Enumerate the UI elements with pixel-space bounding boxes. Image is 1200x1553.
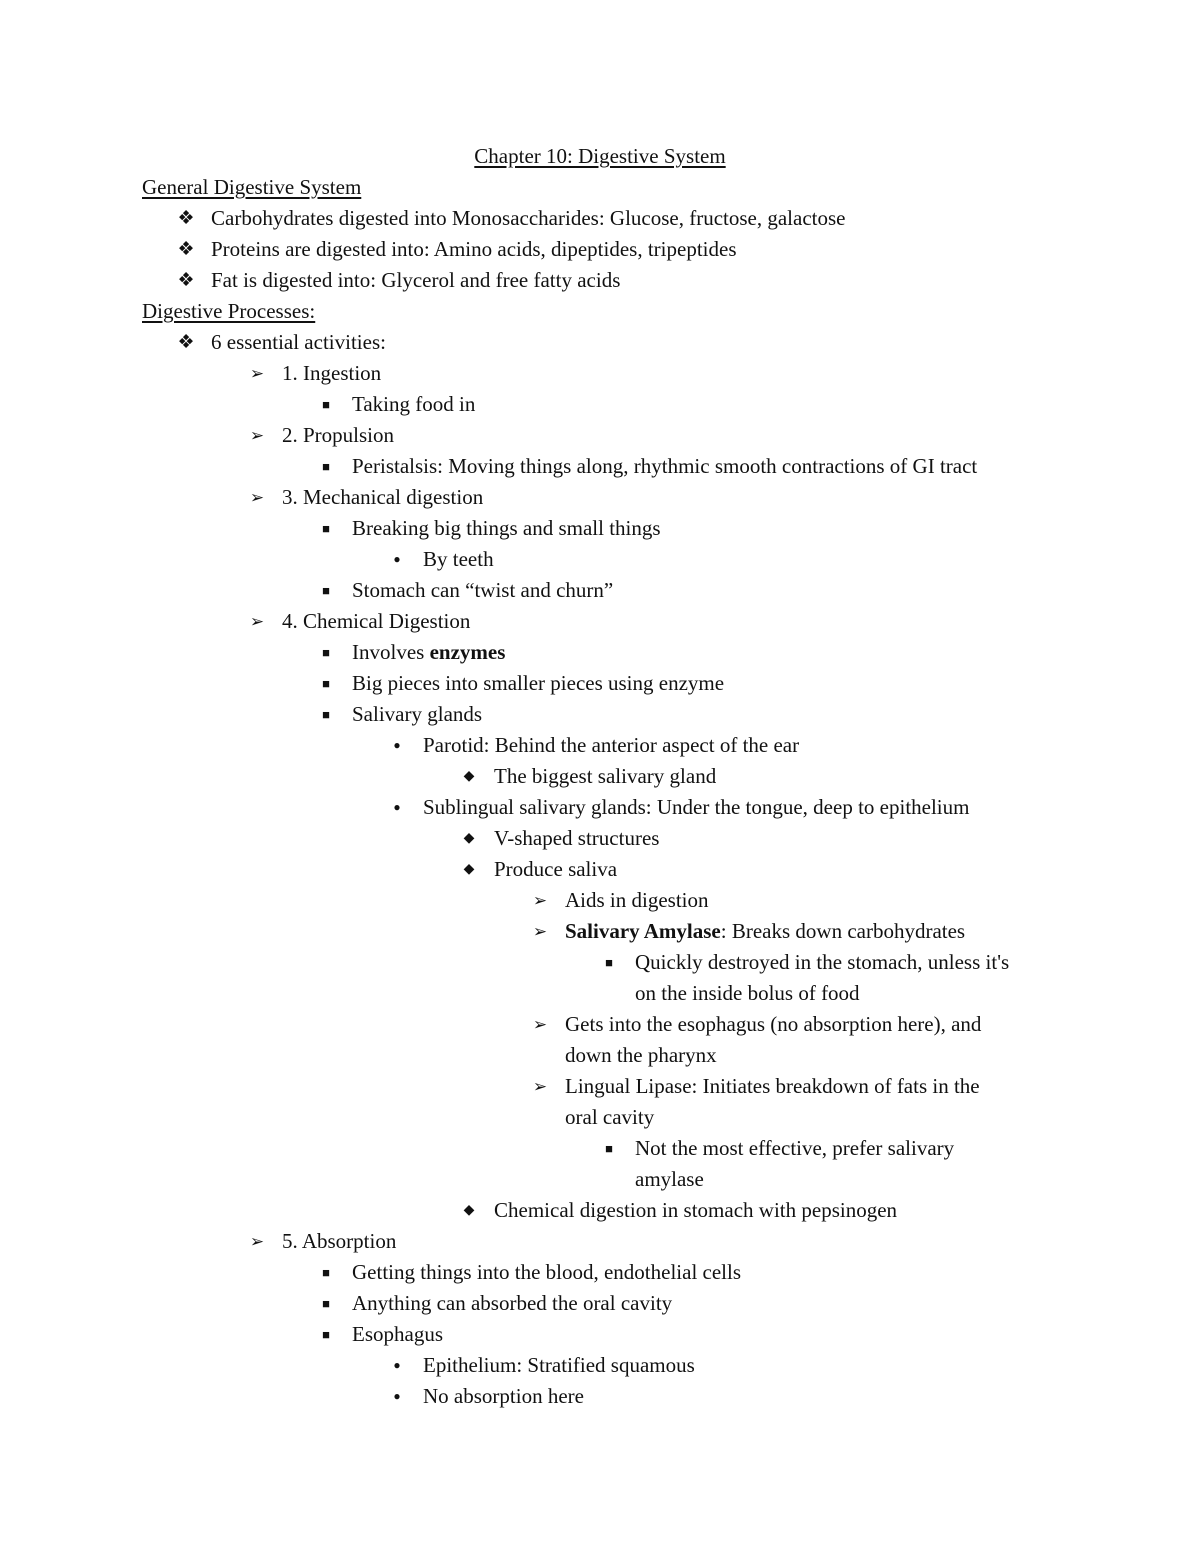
list-item: ➢ Aids in digestion <box>0 885 1200 916</box>
arrow-bullet-icon: ➢ <box>249 426 265 445</box>
list-item-continuation: oral cavity <box>565 1105 655 1129</box>
list-item: ❖ Fat is digested into: Glycerol and free fatty acids <box>0 265 1200 296</box>
activity-item: ➢ 1. Ingestion <box>0 358 1200 389</box>
list-item: ■ Not the most effective, prefer salivary <box>0 1133 1200 1164</box>
list-item: ➢ Lingual Lipase: Initiates breakdown of fats in the <box>0 1071 1200 1102</box>
list-item-continuation: on the inside bolus of food <box>635 981 860 1005</box>
list-item: ◆ The biggest salivary gland <box>0 761 1200 792</box>
list-item: ❖ 6 essential activities: <box>0 327 1200 358</box>
arrow-bullet-icon: ➢ <box>249 612 265 631</box>
list-item: ● Parotid: Behind the anterior aspect of the ear <box>0 730 1200 761</box>
arrow-bullet-icon: ➢ <box>532 922 548 941</box>
arrow-bullet-icon: ➢ <box>532 1077 548 1096</box>
diamond-bullet-icon: ❖ <box>177 270 195 291</box>
list-item: ◆ Chemical digestion in stomach with pepsinogen <box>0 1195 1200 1226</box>
list-item: ● By teeth <box>0 544 1200 575</box>
square-bullet-icon: ■ <box>322 645 330 660</box>
notes-body <box>0 172 1200 1412</box>
arrow-bullet-icon: ➢ <box>532 1015 548 1034</box>
square-bullet-icon: ■ <box>322 707 330 722</box>
list-item: ■ Breaking big things and small things <box>0 513 1200 544</box>
square-bullet-icon: ■ <box>605 955 613 970</box>
list-item: ■ Big pieces into smaller pieces using enzyme <box>0 668 1200 699</box>
list-item: ■ Taking food in <box>0 389 1200 420</box>
square-bullet-icon: ■ <box>322 1327 330 1342</box>
activity-item: ➢ 2. Propulsion <box>0 420 1200 451</box>
section-heading: Digestive Processes: <box>142 299 316 323</box>
list-item: ■ Esophagus <box>0 1319 1200 1350</box>
list-item: ❖ Proteins are digested into: Amino acids, dipeptides, tripeptides <box>0 234 1200 265</box>
page-title: Chapter 10: Digestive System <box>474 144 726 168</box>
circle-bullet-icon: ● <box>393 1389 401 1403</box>
list-item: ■ Anything can absorbed the oral cavity <box>0 1288 1200 1319</box>
square-bullet-icon: ■ <box>322 1296 330 1311</box>
list-item: ➢ Salivary Amylase: Breaks down carbohydrates <box>0 916 1200 947</box>
diamond-bullet-icon: ◆ <box>463 769 475 784</box>
arrow-bullet-icon: ➢ <box>532 891 548 910</box>
square-bullet-icon: ■ <box>322 397 330 412</box>
circle-bullet-icon: ● <box>393 800 401 814</box>
circle-bullet-icon: ● <box>393 738 401 752</box>
square-bullet-icon: ■ <box>322 521 330 536</box>
square-bullet-icon: ■ <box>322 583 330 598</box>
bold-term: Salivary Amylase <box>565 919 721 943</box>
square-bullet-icon: ■ <box>322 459 330 474</box>
activity-item: ➢ 3. Mechanical digestion <box>0 482 1200 513</box>
square-bullet-icon: ■ <box>605 1141 613 1156</box>
list-item: ■ Involves enzymes <box>0 637 1200 668</box>
list-item: ● No absorption here <box>0 1381 1200 1412</box>
list-item: ■ Salivary glands <box>0 699 1200 730</box>
diamond-bullet-icon: ◆ <box>463 831 475 846</box>
circle-bullet-icon: ● <box>393 1358 401 1372</box>
square-bullet-icon: ■ <box>322 676 330 691</box>
list-item: ❖ Carbohydrates digested into Monosaccharides: Glucose, fructose, galactose <box>0 203 1200 234</box>
list-item: ■ Quickly destroyed in the stomach, unless it's <box>0 947 1200 978</box>
activity-item: ➢ 5. Absorption <box>0 1226 1200 1257</box>
list-item: ◆ Produce saliva <box>0 854 1200 885</box>
list-item: ■ Getting things into the blood, endothelial cells <box>0 1257 1200 1288</box>
diamond-bullet-icon: ❖ <box>177 332 195 353</box>
circle-bullet-icon: ● <box>393 552 401 566</box>
list-item: ■ Peristalsis: Moving things along, rhythmic smooth contractions of GI tract <box>0 451 1200 482</box>
square-bullet-icon: ■ <box>322 1265 330 1280</box>
diamond-bullet-icon: ❖ <box>177 208 195 229</box>
diamond-bullet-icon: ◆ <box>463 862 475 877</box>
arrow-bullet-icon: ➢ <box>249 488 265 507</box>
list-item: ● Sublingual salivary glands: Under the tongue, deep to epithelium <box>0 792 1200 823</box>
list-item: ■ Stomach can “twist and churn” <box>0 575 1200 606</box>
list-item-continuation: down the pharynx <box>565 1043 717 1067</box>
arrow-bullet-icon: ➢ <box>249 1232 265 1251</box>
arrow-bullet-icon: ➢ <box>249 364 265 383</box>
list-item: ◆ V-shaped structures <box>0 823 1200 854</box>
list-item: ➢ Gets into the esophagus (no absorption here), and <box>0 1009 1200 1040</box>
activity-item: ➢ 4. Chemical Digestion <box>0 606 1200 637</box>
list-item: ● Epithelium: Stratified squamous <box>0 1350 1200 1381</box>
bold-term: enzymes <box>429 640 506 664</box>
list-item-continuation: amylase <box>635 1167 704 1191</box>
diamond-bullet-icon: ❖ <box>177 239 195 260</box>
section-heading: General Digestive System <box>142 175 362 199</box>
diamond-bullet-icon: ◆ <box>463 1203 475 1218</box>
